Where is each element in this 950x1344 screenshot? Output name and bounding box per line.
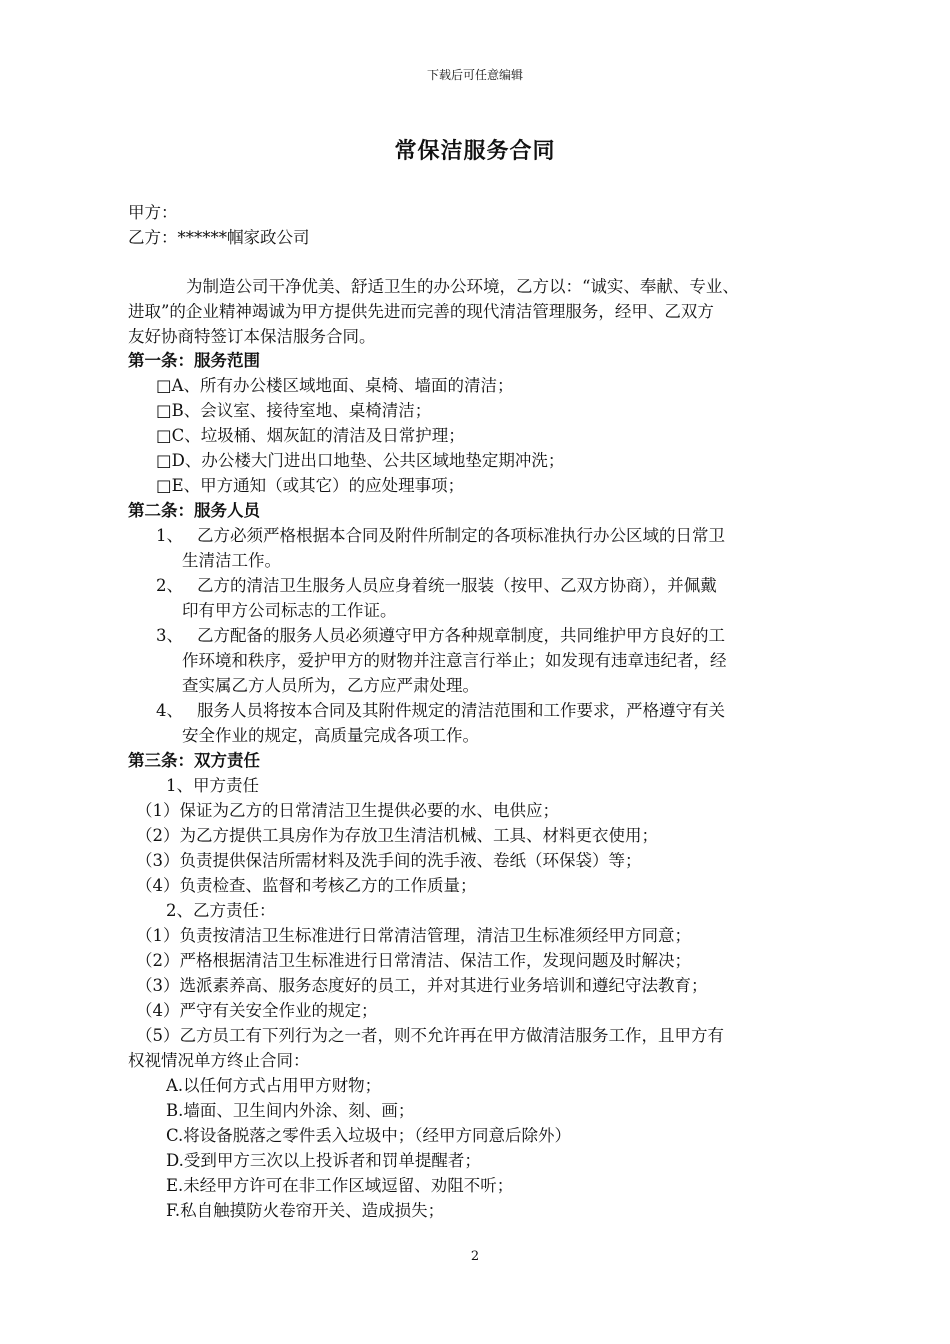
article-2-heading: 第二条：服务人员 — [128, 501, 260, 520]
article-2-item-text: 乙方配备的服务人员必须遵守甲方各种规章制度，共同维护甲方良好的工 — [197, 626, 725, 645]
article-1-item: □A、所有办公楼区域地面、桌椅、墙面的清洁； — [156, 376, 514, 395]
party-b-duty: （2）严格根据清洁卫生标准进行日常清洁、保洁工作，发现问题及时解决； — [136, 951, 691, 970]
page-number: 2 — [470, 1249, 480, 1264]
article-2-item-number: 3、 — [156, 626, 183, 645]
article-1-heading: 第一条：服务范围 — [128, 351, 260, 370]
article-2-item-text: 乙方必须严格根据本合同及附件所制定的各项标准执行办公区域的日常卫 — [197, 526, 725, 545]
party-b: 乙方：******帼家政公司 — [128, 228, 310, 247]
header-note: 下载后可任意编辑 — [426, 68, 523, 82]
prohibited-act: B.墙面、卫生间内外涂、刻、画； — [166, 1101, 415, 1120]
intro-line-1: 为制造公司干净优美、舒适卫生的办公环境，乙方以：“诚实、奉献、专业、 — [186, 277, 739, 296]
article-2-item-text: 印有甲方公司标志的工作证。 — [182, 601, 397, 620]
article-2-item-text: 服务人员将按本合同及其附件规定的清洁范围和工作要求，严格遵守有关 — [197, 701, 725, 720]
party-a-duty: （2）为乙方提供工具房作为存放卫生清洁机械、工具、材料更衣使用； — [136, 826, 658, 845]
article-1-item: □C、垃圾桶、烟灰缸的清洁及日常护理； — [156, 426, 465, 445]
party-b-duty: （4）严守有关安全作业的规定； — [136, 1001, 378, 1020]
party-a-duty: （3）负责提供保洁所需材料及洗手间的洗手液、卷纸（环保袋）等； — [136, 851, 642, 870]
article-1-item: □D、办公楼大门进出口地垫、公共区域地垫定期冲洗； — [156, 451, 565, 470]
party-b-duty: 权视情况单方终止合同： — [128, 1051, 310, 1070]
article-2-item-text: 安全作业的规定，高质量完成各项工作。 — [182, 726, 479, 745]
prohibited-act: C.将设备脱落之零件丢入垃圾中；（经甲方同意后除外） — [166, 1126, 572, 1145]
article-2-item-text: 作环境和秩序，爱护甲方的财物并注意言行举止；如发现有违章违纪者，经 — [182, 651, 727, 670]
party-a-duty: （4）负责检查、监督和考核乙方的工作质量； — [136, 876, 477, 895]
party-a-duty: （1）保证为乙方的日常清洁卫生提供必要的水、电供应； — [136, 801, 559, 820]
party-b-duty: （1）负责按清洁卫生标准进行日常清洁管理，清洁卫生标准须经甲方同意； — [136, 926, 691, 945]
intro-line-3: 友好协商特签订本保洁服务合同。 — [128, 327, 376, 346]
party-a: 甲方： — [128, 203, 178, 222]
article-1-item: □E、甲方通知（或其它）的应处理事项； — [156, 476, 465, 495]
document-title: 常保洁服务合同 — [394, 138, 556, 164]
prohibited-act: F.私自触摸防火卷帘开关、造成损失； — [166, 1201, 445, 1220]
party-b-duty: （5）乙方员工有下列行为之一者，则不允许再在甲方做清洁服务工作，且甲方有 — [136, 1026, 724, 1045]
prohibited-act: A.以任何方式占用甲方财物； — [166, 1076, 382, 1095]
party-b-duty: （3）选派素养高、服务态度好的员工，并对其进行业务培训和遵纪守法教育； — [136, 976, 708, 995]
article-2-item-number: 1、 — [156, 526, 183, 545]
article-3-heading: 第三条：双方责任 — [128, 751, 260, 770]
article-1-item: □B、会议室、接待室地、桌椅清洁； — [156, 401, 432, 420]
article-2-item-number: 2、 — [156, 576, 183, 595]
article-2-item-text: 乙方的清洁卫生服务人员应身着统一服装（按甲、乙双方协商），并佩戴 — [197, 576, 717, 595]
article-2-item-text: 查实属乙方人员所为，乙方应严肃处理。 — [182, 676, 479, 695]
article-2-item-text: 生清洁工作。 — [182, 551, 281, 570]
prohibited-act: E.未经甲方许可在非工作区域逗留、劝阻不听； — [166, 1176, 514, 1195]
prohibited-act: D.受到甲方三次以上投诉者和罚单提醒者； — [166, 1151, 481, 1170]
party-b-duties-heading: 2、乙方责任： — [166, 901, 276, 920]
party-a-duties-heading: 1、甲方责任 — [166, 776, 259, 795]
article-2-item-number: 4、 — [156, 701, 183, 720]
intro-line-2: 进取”的企业精神竭诚为甲方提供先进而完善的现代清洁管理服务，经甲、乙双方 — [128, 302, 714, 321]
